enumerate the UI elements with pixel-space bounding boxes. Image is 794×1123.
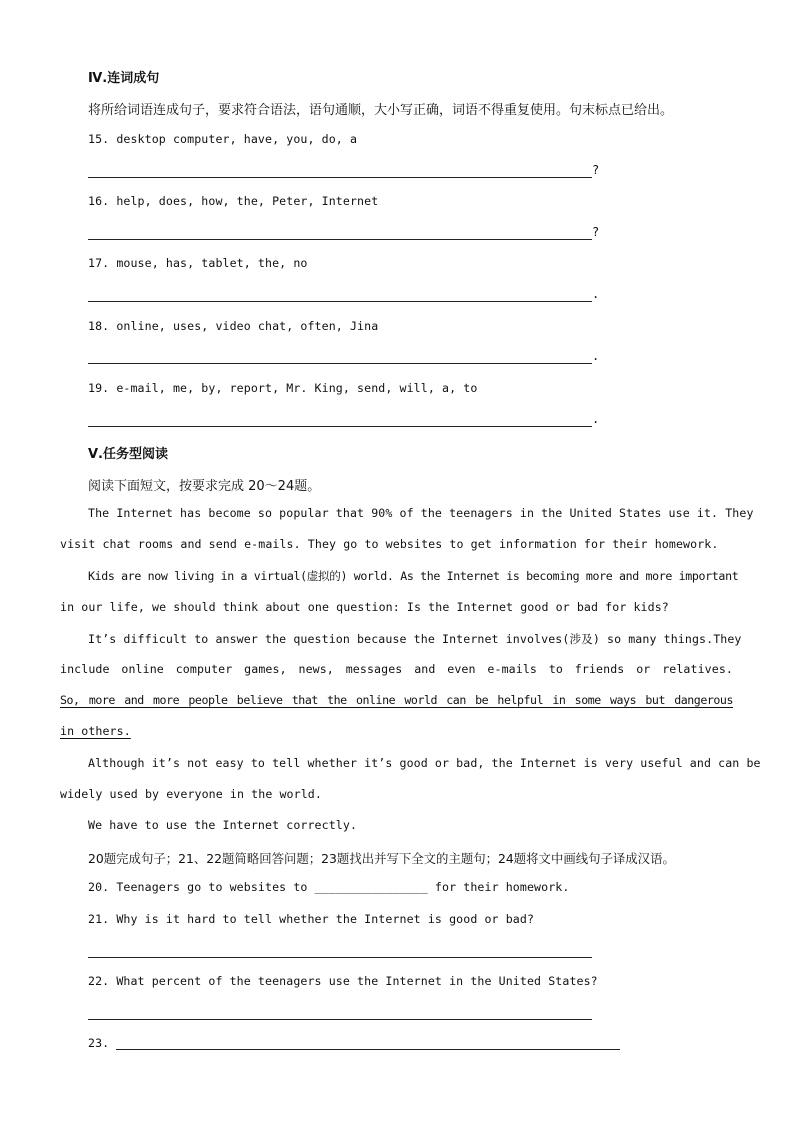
passage-p4-line2: widely used by everyone in the world. — [60, 787, 322, 801]
question-20 — [88, 880, 569, 894]
passage-underlined-line1: So, more and more people believe that the online world can be helpful in some ways but dangerous — [60, 693, 733, 707]
answer-line-15[interactable] — [88, 177, 592, 178]
passage-p4-line1: Although it’s not easy to tell whether it’s good or bad, the Internet is very useful and can be — [88, 756, 761, 770]
question-19: 19. e-mail, me, by, report, Mr. King, send, will, a, to — [88, 381, 478, 395]
task-instruction: 20题完成句子；21、22题简略回答问题；23题找出并写下全文的主题句；24题将文中画线句子译成汉语。 — [88, 851, 675, 866]
question-15: 15. desktop computer, have, you, do, a — [88, 132, 358, 146]
passage-p5-line1: We have to use the Internet correctly. — [88, 818, 358, 832]
question-16: 16. help, does, how, the, Peter, Internet — [88, 194, 379, 208]
end-punct-17: . — [592, 287, 600, 301]
section-4-title: Ⅳ.连词成句 — [88, 71, 160, 86]
question-23: 23. — [88, 1036, 110, 1050]
passage-p2-line2: in our life, we should think about one question: Is the Internet good or bad for kids? — [60, 600, 669, 614]
passage-p3-line2: include online computer games, news, messages and even e‐mails to friends or relatives. — [60, 662, 733, 676]
question-20-blank[interactable]: ________________ — [314, 880, 428, 894]
end-punct-19: . — [592, 412, 600, 426]
section-5-title: Ⅴ.任务型阅读 — [88, 447, 168, 462]
answer-line-19[interactable] — [88, 426, 592, 427]
passage-p1-line2: visit chat rooms and send e-mails. They go to websites to get information for their homework. — [60, 537, 719, 551]
end-punct-18: . — [592, 349, 600, 363]
answer-line-23[interactable] — [116, 1049, 620, 1050]
question-17: 17. mouse, has, tablet, the, no — [88, 256, 308, 270]
answer-line-17[interactable] — [88, 301, 592, 302]
question-20-end: for their homework. — [427, 880, 570, 894]
question-20-start: 20. Teenagers go to websites to — [88, 880, 315, 894]
answer-line-16[interactable] — [88, 239, 592, 240]
passage-p3-line1: It’s difficult to answer the question because the Internet involves(涉及) so many things.They — [88, 632, 742, 646]
passage-p2-line1: Kids are now living in a virtual(虚拟的) world. As the Internet is becoming more and more important — [88, 569, 739, 583]
answer-line-18[interactable] — [88, 363, 592, 364]
question-18: 18. online, uses, video chat, often, Jina — [88, 319, 379, 333]
section-5-instruction: 阅读下面短文，按要求完成 20～24题。 — [88, 479, 321, 494]
question-22: 22. What percent of the teenagers use the Internet in the United States? — [88, 974, 598, 988]
question-21: 21. Why is it hard to tell whether the Internet is good or bad? — [88, 912, 535, 926]
answer-line-22[interactable] — [88, 1019, 592, 1020]
passage-p1-line1: The Internet has become so popular that 90% of the teenagers in the United States use it. They — [88, 506, 754, 520]
end-punct-15: ? — [592, 163, 600, 177]
end-punct-16: ? — [592, 225, 600, 239]
answer-line-21[interactable] — [88, 957, 592, 958]
passage-underlined-line2: in others. — [60, 724, 131, 738]
section-4-instruction: 将所给词语连成句子，要求符合语法，语句通顺，大小写正确，词语不得重复使用。句末标点已给出。 — [88, 103, 674, 118]
